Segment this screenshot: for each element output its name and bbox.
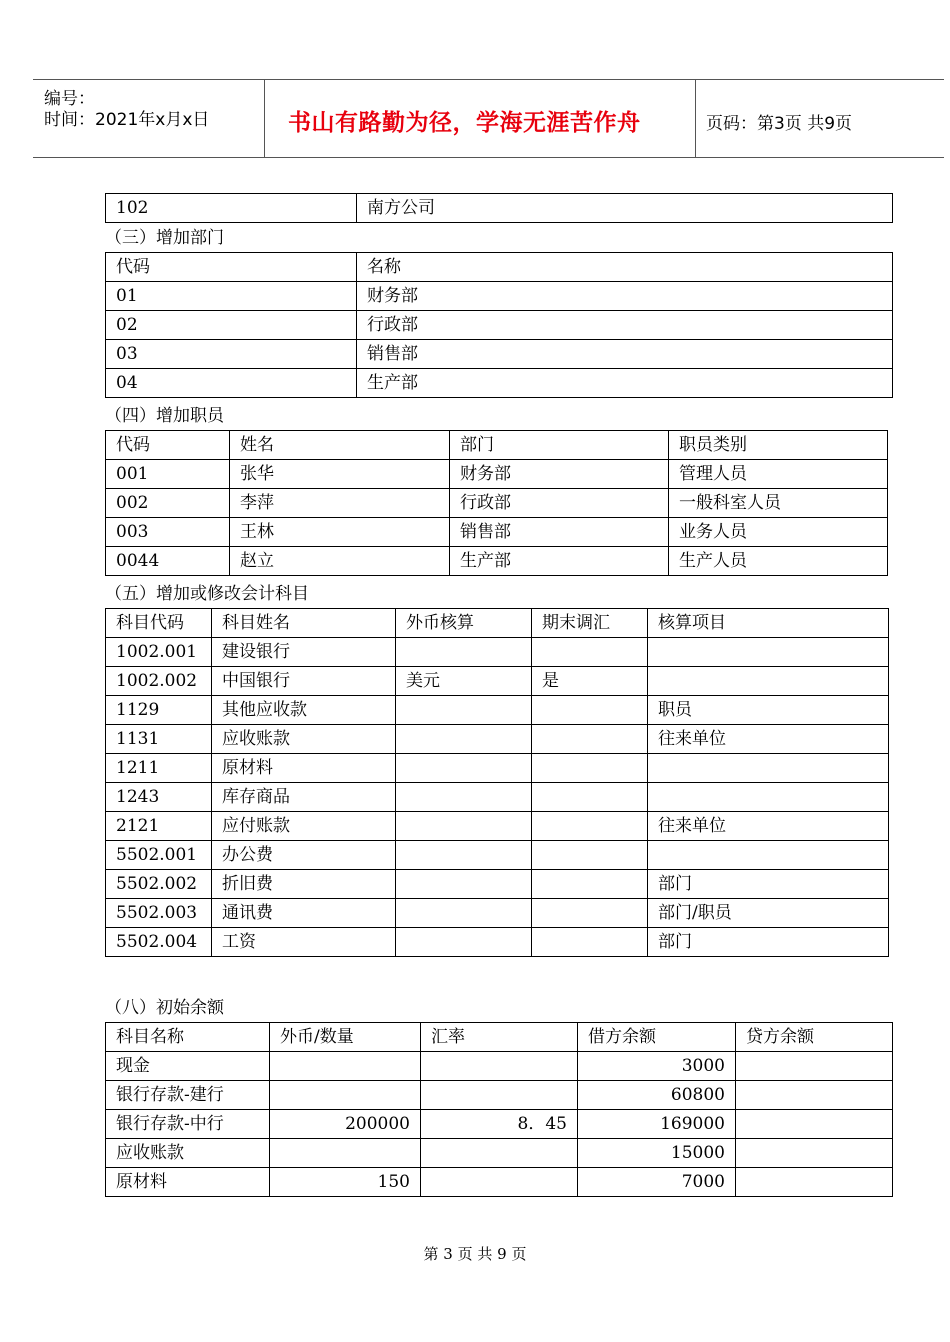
account-code: 1243 [106, 783, 212, 812]
header-top-rule [33, 79, 944, 80]
credit-balance [736, 1168, 893, 1197]
page-info: 页码：第3页 共9页 [706, 114, 853, 134]
period-adjust [532, 638, 648, 667]
motto-heading: 书山有路勤为径，学海无涯苦作舟 [288, 110, 641, 136]
period-adjust [532, 754, 648, 783]
accounting-item: 部门 [648, 870, 889, 899]
table-row [106, 1081, 893, 1110]
table-row [106, 812, 889, 841]
table-header-row [106, 1023, 893, 1052]
table-header-row [106, 609, 889, 638]
balance-account: 应收账款 [106, 1139, 270, 1168]
accounts-title: （五）增加或修改会计科目 [105, 584, 309, 604]
table-row [106, 311, 893, 340]
accounting-item: 职员 [648, 696, 889, 725]
period-adjust [532, 841, 648, 870]
time-label: 时间：2021年x月x日 [44, 110, 210, 130]
company-code: 102 [106, 194, 357, 223]
dept-name: 行政部 [357, 311, 893, 340]
column-header: 科目姓名 [212, 609, 396, 638]
column-header: 代码 [106, 431, 230, 460]
column-header: 姓名 [230, 431, 450, 460]
accounting-item: 往来单位 [648, 812, 889, 841]
column-header: 代码 [106, 253, 357, 282]
account-code: 5502.002 [106, 870, 212, 899]
table-row [106, 899, 889, 928]
table-row [106, 638, 889, 667]
balance-account: 银行存款-中行 [106, 1110, 270, 1139]
exchange-rate [421, 1052, 578, 1081]
table-row [106, 870, 889, 899]
account-code: 2121 [106, 812, 212, 841]
accounting-item [648, 754, 889, 783]
account-name: 库存商品 [212, 783, 396, 812]
account-code: 1131 [106, 725, 212, 754]
account-name: 通讯费 [212, 899, 396, 928]
column-header: 外币/数量 [270, 1023, 421, 1052]
account-code: 5502.004 [106, 928, 212, 957]
table-row [106, 489, 888, 518]
balances-title: （八）初始余额 [105, 998, 224, 1018]
accounting-item [648, 667, 889, 696]
company-name: 南方公司 [357, 194, 893, 223]
foreign-currency [396, 783, 532, 812]
table-row [106, 194, 893, 223]
page-footer: 第 3 页 共 9 页 [423, 1245, 527, 1263]
foreign-qty [270, 1052, 421, 1081]
staff-title: （四）增加职员 [105, 406, 224, 426]
accounting-item: 部门 [648, 928, 889, 957]
staff-category: 生产人员 [669, 547, 888, 576]
staff-name: 李萍 [230, 489, 450, 518]
account-name: 其他应收款 [212, 696, 396, 725]
foreign-qty: 150 [270, 1168, 421, 1197]
debit-balance: 169000 [578, 1110, 736, 1139]
table-row [106, 667, 889, 696]
staff-dept: 财务部 [450, 460, 669, 489]
table-row [106, 1110, 893, 1139]
column-header: 名称 [357, 253, 893, 282]
foreign-currency [396, 638, 532, 667]
period-adjust [532, 783, 648, 812]
staff-category: 业务人员 [669, 518, 888, 547]
departments-title: （三）增加部门 [105, 228, 224, 248]
credit-balance [736, 1139, 893, 1168]
table-row [106, 460, 888, 489]
staff-code: 001 [106, 460, 230, 489]
column-header: 期末调汇 [532, 609, 648, 638]
balance-account: 银行存款-建行 [106, 1081, 270, 1110]
account-name: 折旧费 [212, 870, 396, 899]
table-row [106, 282, 893, 311]
staff-name: 赵立 [230, 547, 450, 576]
debit-balance: 15000 [578, 1139, 736, 1168]
column-header: 贷方余额 [736, 1023, 893, 1052]
table-row [106, 1168, 893, 1197]
table-row [106, 725, 889, 754]
credit-balance [736, 1081, 893, 1110]
header-divider-right [695, 79, 696, 157]
foreign-currency: 美元 [396, 667, 532, 696]
column-header: 科目名称 [106, 1023, 270, 1052]
account-name: 应付账款 [212, 812, 396, 841]
staff-dept: 生产部 [450, 547, 669, 576]
serial-label: 编号： [44, 89, 95, 109]
account-name: 应收账款 [212, 725, 396, 754]
departments-table [105, 252, 893, 398]
foreign-currency [396, 870, 532, 899]
account-name: 原材料 [212, 754, 396, 783]
staff-dept: 销售部 [450, 518, 669, 547]
exchange-rate [421, 1081, 578, 1110]
table-row [106, 369, 893, 398]
foreign-currency [396, 899, 532, 928]
column-header: 科目代码 [106, 609, 212, 638]
header-bottom-rule [33, 157, 944, 158]
foreign-qty [270, 1139, 421, 1168]
balances-table [105, 1022, 893, 1197]
account-code: 5502.001 [106, 841, 212, 870]
dept-code: 04 [106, 369, 357, 398]
foreign-currency [396, 754, 532, 783]
staff-name: 王林 [230, 518, 450, 547]
table-row [106, 1139, 893, 1168]
dept-name: 生产部 [357, 369, 893, 398]
column-header: 汇率 [421, 1023, 578, 1052]
table-row [106, 783, 889, 812]
account-code: 1129 [106, 696, 212, 725]
foreign-currency [396, 725, 532, 754]
dept-code: 02 [106, 311, 357, 340]
debit-balance: 60800 [578, 1081, 736, 1110]
account-name: 中国银行 [212, 667, 396, 696]
account-code: 1002.001 [106, 638, 212, 667]
dept-code: 01 [106, 282, 357, 311]
balance-account: 现金 [106, 1052, 270, 1081]
staff-dept: 行政部 [450, 489, 669, 518]
accounting-item: 往来单位 [648, 725, 889, 754]
staff-code: 003 [106, 518, 230, 547]
exchange-rate [421, 1139, 578, 1168]
exchange-rate: 8．45 [421, 1110, 578, 1139]
debit-balance: 7000 [578, 1168, 736, 1197]
dept-name: 财务部 [357, 282, 893, 311]
table-row [106, 696, 889, 725]
accounting-item [648, 783, 889, 812]
period-adjust [532, 899, 648, 928]
column-header: 核算项目 [648, 609, 889, 638]
table-row [106, 518, 888, 547]
table-header-row [106, 431, 888, 460]
dept-code: 03 [106, 340, 357, 369]
table-row [106, 754, 889, 783]
account-code: 1211 [106, 754, 212, 783]
period-adjust [532, 725, 648, 754]
period-adjust [532, 812, 648, 841]
account-name: 办公费 [212, 841, 396, 870]
foreign-currency [396, 696, 532, 725]
staff-category: 管理人员 [669, 460, 888, 489]
dept-name: 销售部 [357, 340, 893, 369]
column-header: 职员类别 [669, 431, 888, 460]
table-header-row [106, 253, 893, 282]
staff-code: 0044 [106, 547, 230, 576]
foreign-qty [270, 1081, 421, 1110]
accounting-item [648, 638, 889, 667]
exchange-rate [421, 1168, 578, 1197]
period-adjust [532, 696, 648, 725]
accounting-item: 部门/职员 [648, 899, 889, 928]
debit-balance: 3000 [578, 1052, 736, 1081]
foreign-currency [396, 928, 532, 957]
account-name: 工资 [212, 928, 396, 957]
staff-code: 002 [106, 489, 230, 518]
period-adjust [532, 928, 648, 957]
foreign-currency [396, 812, 532, 841]
company-table [105, 193, 893, 223]
table-row [106, 547, 888, 576]
staff-table [105, 430, 888, 576]
account-code: 5502.003 [106, 899, 212, 928]
staff-name: 张华 [230, 460, 450, 489]
header-divider-left [264, 79, 265, 157]
column-header: 部门 [450, 431, 669, 460]
foreign-currency [396, 841, 532, 870]
period-adjust: 是 [532, 667, 648, 696]
table-row [106, 928, 889, 957]
foreign-qty: 200000 [270, 1110, 421, 1139]
column-header: 借方余额 [578, 1023, 736, 1052]
table-row [106, 340, 893, 369]
staff-category: 一般科室人员 [669, 489, 888, 518]
column-header: 外币核算 [396, 609, 532, 638]
account-name: 建设银行 [212, 638, 396, 667]
credit-balance [736, 1110, 893, 1139]
credit-balance [736, 1052, 893, 1081]
table-row [106, 841, 889, 870]
account-code: 1002.002 [106, 667, 212, 696]
accounts-table [105, 608, 889, 957]
accounting-item [648, 841, 889, 870]
period-adjust [532, 870, 648, 899]
table-row [106, 1052, 893, 1081]
balance-account: 原材料 [106, 1168, 270, 1197]
